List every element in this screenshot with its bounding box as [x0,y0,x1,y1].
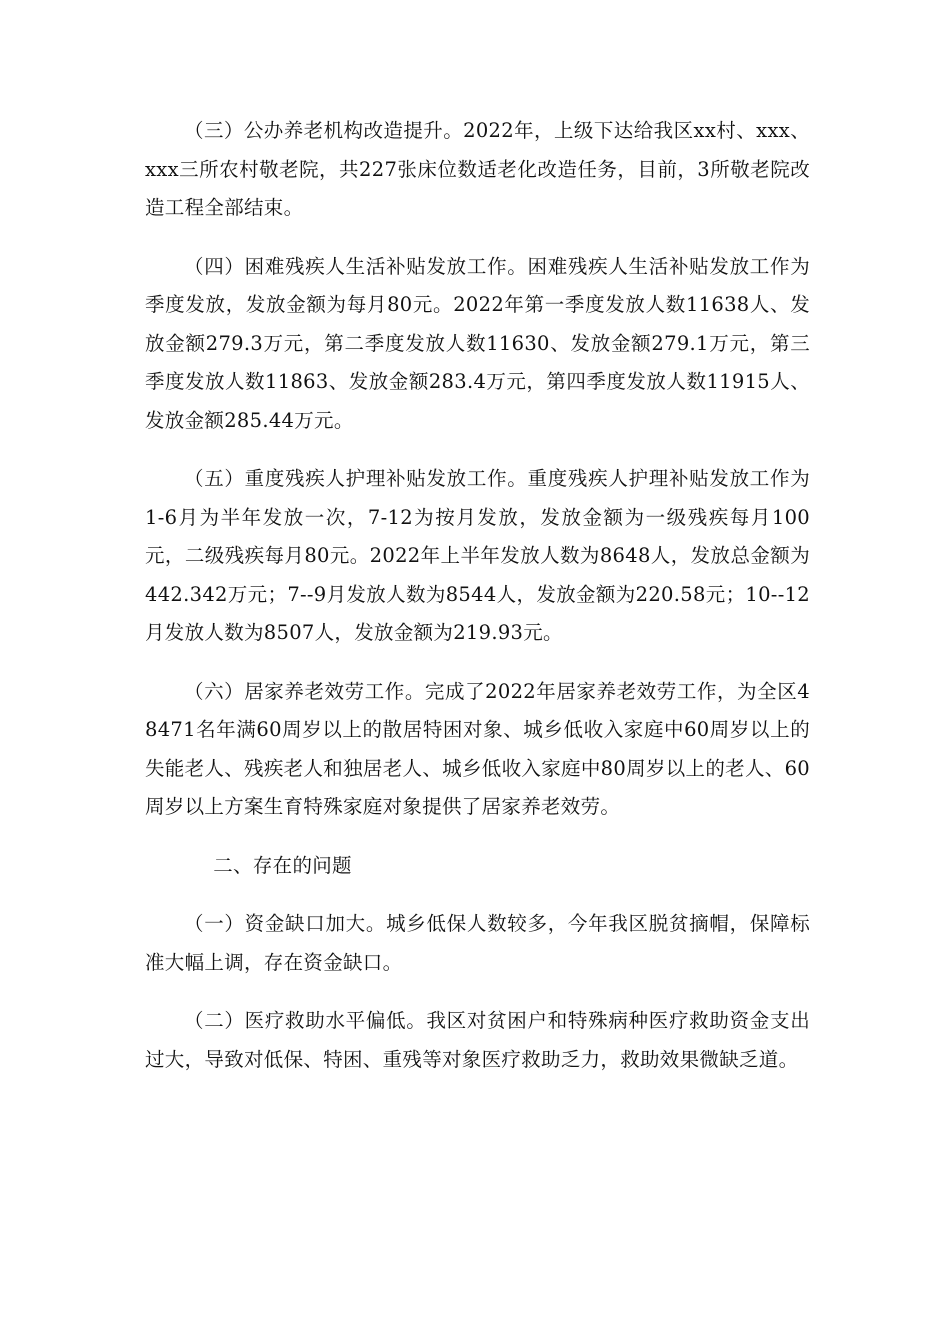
paragraph-home-elderly-care-service: （六）居家养老效劳工作。完成了2022年居家养老效劳工作，为全区48471名年满60周岁以上的散居特困对象、城乡低收入家庭中60周岁以上的失能老人、残疾老人和独居老人、城乡低收入家庭中80周岁以上的老人、60周岁以上方案生育特殊家庭对象提供了居家养老效劳。 [145,679,810,818]
paragraph-severe-disability-care-subsidy: （五）重度残疾人护理补贴发放工作。重度残疾人护理补贴发放工作为1-6月为半年发放一次，7-12为按月发放，发放金额为一级残疾每月100元，二级残疾每月80元。2022年上半年发放人数为8648人，发放总金额为442.342万元；7--9月发放人数为8544人，发放金额为220.58元；10--12月发放人数为8507人，发放金额为219.93元。 [145,467,810,644]
paragraph-funding-gap: （一）资金缺口加大。城乡低保人数较多，今年我区脱贫摘帽，保障标准大幅上调，存在资金缺口。 [145,912,810,974]
document-page [145,112,810,1099]
paragraph-medical-aid-level: （二）医疗救助水平偏低。我区对贫困户和特殊病种医疗救助资金支出过大，导致对低保、特困、重残等对象医疗救助乏力，救助效果微缺乏道。 [145,1009,810,1071]
paragraph-disabled-living-subsidy: （四）困难残疾人生活补贴发放工作。困难残疾人生活补贴发放工作为季度发放，发放金额为每月80元。2022年第一季度发放人数11638人、发放金额279.3万元，第二季度发放人数11630、发放金额279.1万元，第三季度发放人数11863、发放金额283.4万元，第四季度发放人数11915人、发放金额285.44万元。 [145,254,810,432]
section-heading-existing-problems: 二、存在的问题 [213,853,352,877]
paragraph-public-elderly-institution-upgrade: （三）公办养老机构改造提升。2022年，上级下达给我区xx村、xxx、xxx三所农村敬老院，共227张床位数适老化改造任务，目前，3所敬老院改造工程全部结束。 [145,119,810,219]
